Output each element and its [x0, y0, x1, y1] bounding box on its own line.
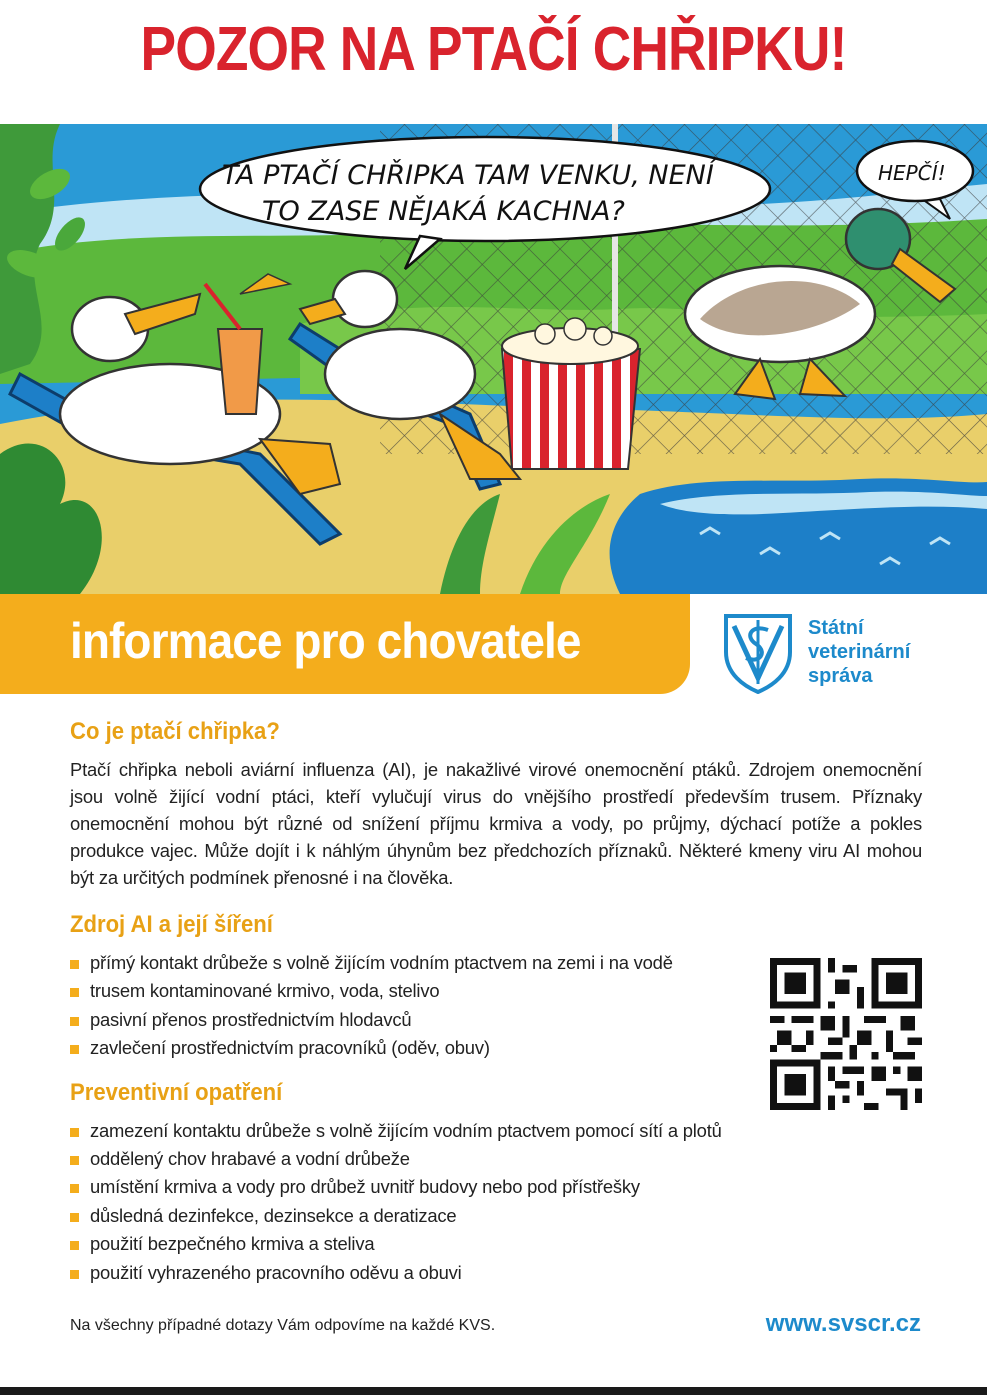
- cartoon-illustration: [0, 124, 987, 594]
- list-item: umístění krmiva a vody pro drůbež uvnitř budovy nebo pod přístřešky: [70, 1173, 922, 1201]
- bullet-icon: [70, 1017, 79, 1026]
- svs-logo: [722, 612, 962, 698]
- bullet-icon: [70, 960, 79, 969]
- bullet-icon: [70, 1270, 79, 1279]
- website-link[interactable]: www.svscr.cz: [765, 1310, 921, 1337]
- qr-code-icon[interactable]: [770, 958, 922, 1110]
- bullet-icon: [70, 1045, 79, 1054]
- logo-line-1: Státní: [808, 617, 864, 639]
- speech-bubble-line2: TO ZASE NĚJAKÁ KACHNA?: [262, 196, 625, 227]
- svs-shield-icon: [722, 612, 794, 694]
- section-heading-what: Co je ptačí chřipka?: [70, 718, 280, 745]
- list-item: zamezení kontaktu drůbeže s volně žijícím vodním ptactvem pomocí sítí a plotů: [70, 1117, 922, 1145]
- section-heading-source: Zdroj AI a její šíření: [70, 911, 273, 938]
- bullet-icon: [70, 1213, 79, 1222]
- page-title: POZOR NA PTAČÍ CHŘIPKU!: [140, 15, 847, 84]
- list-item: pasivní přenos prostřednictvím hlodavců: [70, 1006, 922, 1034]
- list-item: oddělený chov hrabavé a vodní drůbeže: [70, 1145, 922, 1173]
- speech-bubble-line1: TA PTAČÍ CHŘIPKA TAM VENKU, NENÍ: [222, 160, 714, 191]
- prevention-list: [70, 1117, 922, 1287]
- bullet-icon: [70, 1128, 79, 1137]
- list-item: přímý kontakt drůbeže s volně žijícím vodním ptactvem na zemi i na vodě: [70, 949, 922, 977]
- logo-line-2: veterinární: [808, 641, 911, 663]
- footer-note: Na všechny případné dotazy Vám odpovíme na každé KVS.: [70, 1317, 496, 1334]
- bullet-icon: [70, 1184, 79, 1193]
- list-item: použití bezpečného krmiva a steliva: [70, 1230, 922, 1258]
- list-item: použití vyhrazeného pracovního oděvu a obuvi: [70, 1259, 922, 1287]
- bullet-icon: [70, 1156, 79, 1165]
- section-text-what: Ptačí chřipka neboli aviární influenza (AI), je nakažlivé virové onemocnění ptáků. Zdrojem onemocnění jsou volně žijící vodní ptáci, kteří vylučují virus do vnějšího prostředí především trusem. Příznaky onemocnění mohou být různé od snížení příjmu krmiva a vody, po průjmy, dýchací potíže a pokles produkce vajec. Může dojít i k náhlým úhynům bez předchozích příznaků. Některé kmeny viru AI mohou být za určitých podmínek přenosné i na člověka.: [70, 759, 922, 888]
- list-item: zavlečení prostřednictvím pracovníků (oděv, obuv): [70, 1034, 922, 1062]
- bottom-divider: [0, 1387, 987, 1395]
- bullet-icon: [70, 1241, 79, 1250]
- list-item: trusem kontaminované krmivo, voda, stelivo: [70, 977, 922, 1005]
- bullet-icon: [70, 988, 79, 997]
- banner-text: informace pro chovatele: [70, 613, 581, 669]
- logo-line-3: správa: [808, 665, 873, 687]
- info-banner: [0, 594, 690, 694]
- section-heading-prevention: Preventivní opatření: [70, 1078, 283, 1106]
- list-item: důsledná dezinfekce, dezinsekce a deratizace: [70, 1202, 922, 1230]
- duck-bubble-text: HEPČÍ!: [878, 161, 946, 185]
